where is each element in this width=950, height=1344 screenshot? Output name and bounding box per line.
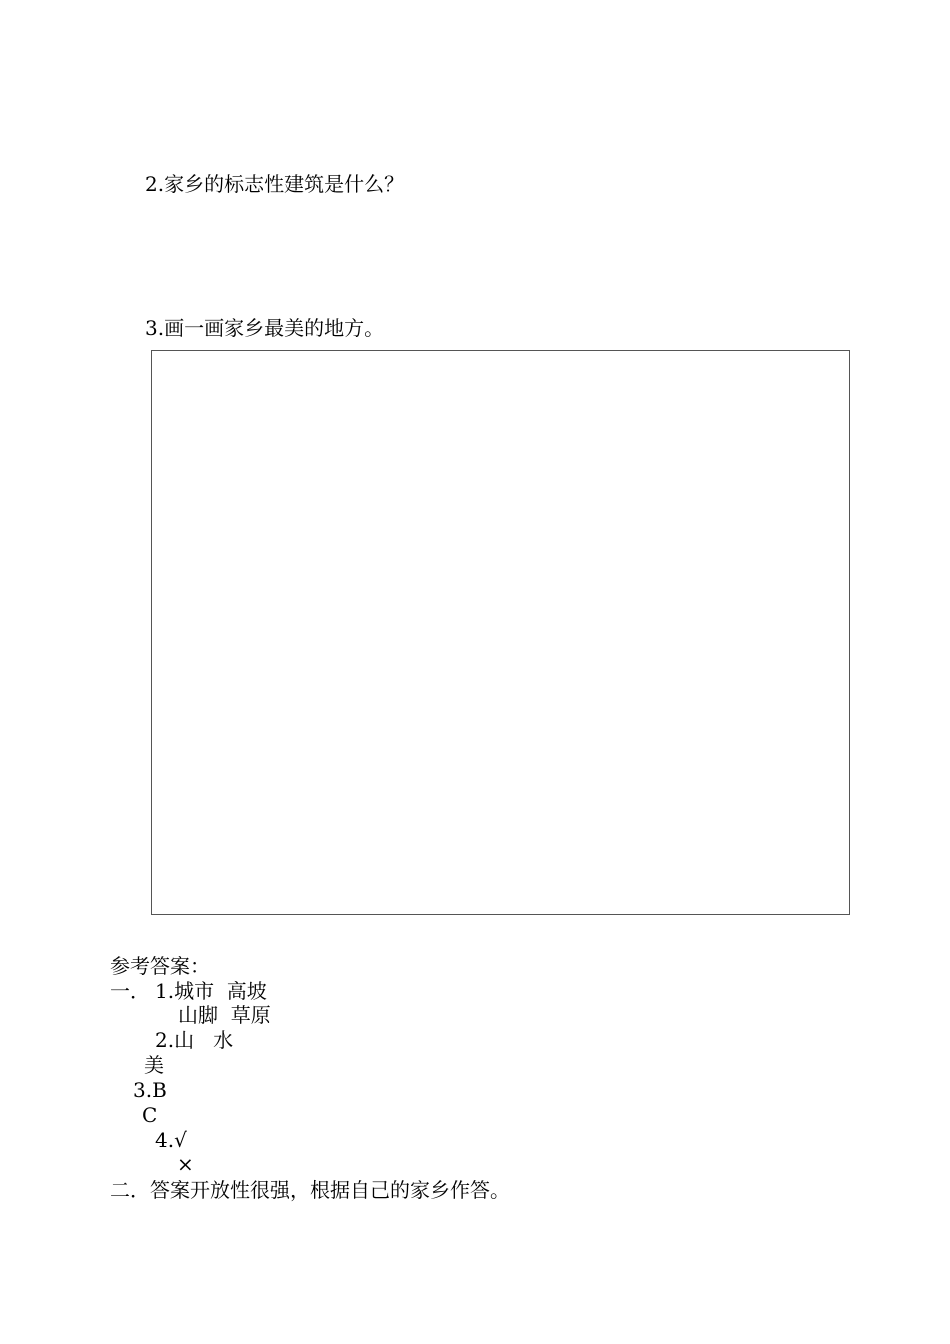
question-2: 2.家乡的标志性建筑是什么？ — [145, 172, 405, 196]
answer-3-line2: C — [142, 1103, 158, 1127]
question-3: 3.画一画家乡最美的地方。 — [145, 316, 385, 340]
answer-part2: 二．答案开放性很强，根据自己的家乡作答。 — [110, 1178, 510, 1202]
drawing-area[interactable] — [151, 350, 850, 915]
answer-1-line1: 1.城市 高坡 — [155, 979, 267, 1003]
answer-4-line2: × — [177, 1152, 194, 1176]
answer-3-line1: 3.B — [133, 1078, 167, 1102]
answer-1-line2: 山脚 草原 — [178, 1003, 271, 1027]
answer-heading: 参考答案： — [110, 954, 210, 978]
answer-part1-label: 一． — [110, 979, 150, 1003]
answer-4-line1: 4.√ — [155, 1128, 187, 1152]
answer-2-line2: 美 — [144, 1053, 164, 1077]
answer-2-line1: 2.山 水 — [155, 1028, 234, 1052]
